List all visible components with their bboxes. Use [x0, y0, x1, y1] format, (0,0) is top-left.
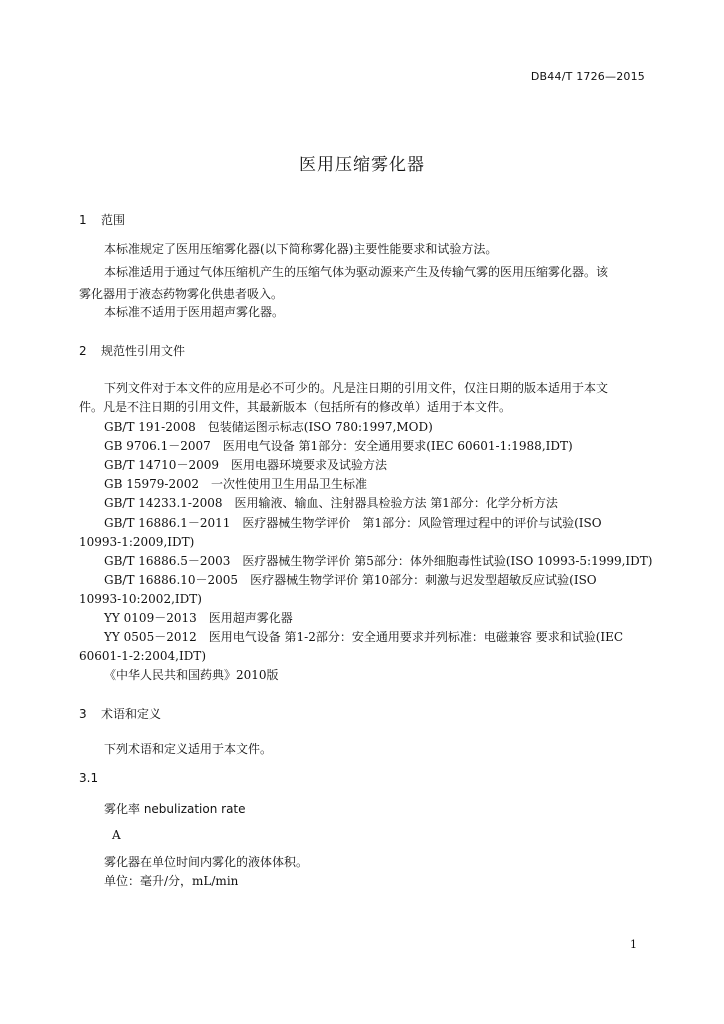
section-title: 规范性引用文件 [101, 344, 186, 358]
paragraph: 本标准适用于通过气体压缩机产生的压缩气体为驱动源来产生及传输气雾的医用压缩雾化器。该 [104, 265, 609, 279]
reference-item: GB/T 16886.10－2005 医疗器械生物学评价 第10部分：刺激与迟发型超敏反应试验(ISO [104, 573, 597, 587]
reference-item: YY 0505－2012 医用电气设备 第1-2部分：安全通用要求并列标准：电磁兼容 要求和试验(IEC [104, 630, 624, 644]
section-heading-terms [79, 706, 161, 722]
reference-item: GB/T 16886.1－2011 医疗器械生物学评价 第1部分：风险管理过程中的评价与试验(ISO [104, 516, 602, 530]
page-number: 1 [630, 938, 637, 951]
reference-item: GB/T 14233.1-2008 医用输液、输血、注射器具检验方法 第1部分：化学分析方法 [104, 496, 558, 510]
reference-item-continuation: 60601-1-2:2004,IDT) [79, 649, 206, 663]
reference-item: GB/T 16886.5－2003 医疗器械生物学评价 第5部分：体外细胞毒性试验(ISO 10993-5:1999,IDT) [104, 554, 653, 568]
reference-item: GB 9706.1－2007 医用电气设备 第1部分：安全通用要求(IEC 60601-1:1988,IDT) [104, 439, 573, 453]
paragraph: 下列术语和定义适用于本文件。 [104, 742, 273, 756]
reference-item: GB/T 191-2008 包装储运图示标志(ISO 780:1997,MOD) [104, 420, 433, 434]
section-number: 3 [79, 707, 87, 721]
paragraph: 本标准规定了医用压缩雾化器(以下简称雾化器)主要性能要求和试验方法。 [104, 242, 498, 256]
term-symbol: A [112, 828, 121, 842]
paragraph: 件。凡是不注日期的引用文件，其最新版本（包括所有的修改单）适用于本文件。 [79, 400, 512, 414]
section-heading-references [79, 343, 185, 359]
term-definition: 雾化器在单位时间内雾化的液体体积。 [104, 855, 309, 869]
term-unit: 单位：毫升/分，mL/min [104, 874, 239, 888]
reference-item: YY 0109－2013 医用超声雾化器 [104, 611, 293, 625]
paragraph: 本标准不适用于医用超声雾化器。 [104, 305, 285, 319]
reference-item: 《中华人民共和国药典》2010版 [104, 668, 279, 682]
section-number: 1 [79, 213, 87, 227]
document-code: DB44/T 1726—2015 [530, 70, 645, 83]
reference-item-continuation: 10993-10:2002,IDT) [79, 592, 202, 606]
reference-item-continuation: 10993-1:2009,IDT) [79, 535, 195, 549]
paragraph: 下列文件对于本文件的应用是必不可少的。凡是注日期的引用文件，仅注日期的版本适用于本文 [104, 381, 609, 395]
subsection-number: 3.1 [79, 771, 99, 785]
term-entry: 雾化率 nebulization rate [104, 802, 246, 816]
section-heading-scope [79, 212, 125, 228]
section-title: 范围 [101, 213, 126, 227]
reference-item: GB/T 14710－2009 医用电器环境要求及试验方法 [104, 458, 387, 472]
document-title: 医用压缩雾化器 [299, 155, 425, 175]
paragraph: 雾化器用于液态药物雾化供患者吸入。 [79, 287, 284, 301]
section-number: 2 [79, 344, 87, 358]
reference-item: GB 15979-2002 一次性使用卫生用品卫生标准 [104, 477, 367, 491]
section-title: 术语和定义 [101, 707, 162, 721]
